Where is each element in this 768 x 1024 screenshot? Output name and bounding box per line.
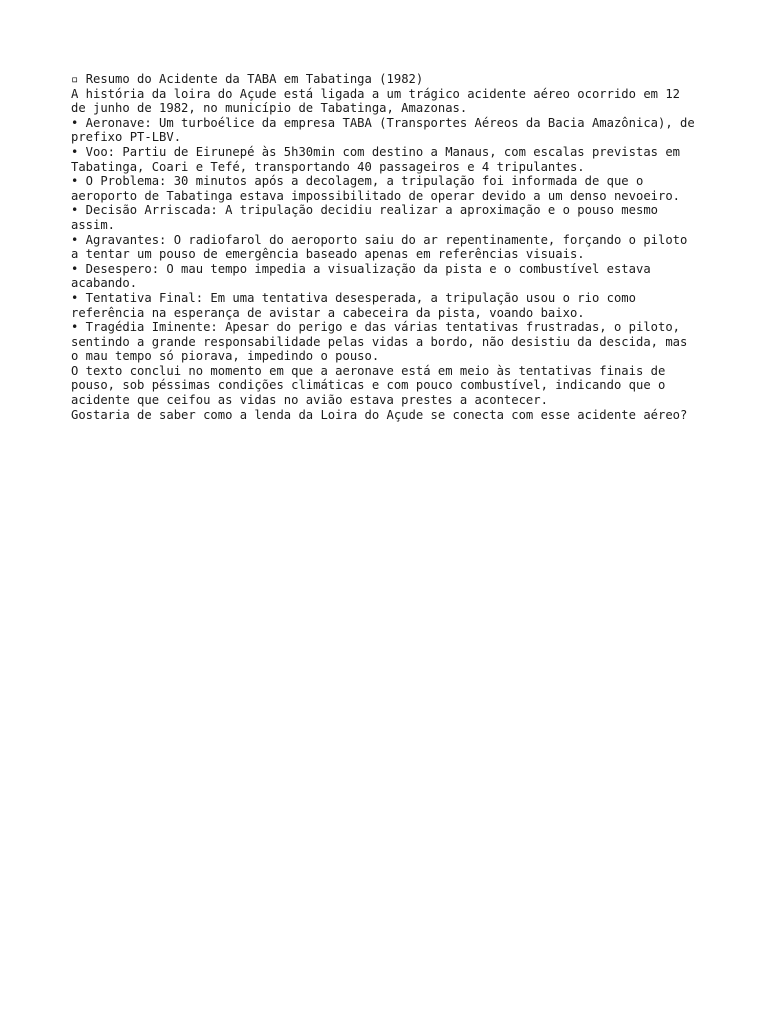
bullet-problema: • O Problema: 30 minutos após a decolagem, a tripulação foi informada de que o aeroporto de Tabatinga estava impossibilitado de operar devido a um denso nevoeiro. [71,174,681,203]
document-title [71,72,701,87]
paragraph-intro: A história da loira do Açude está ligada a um trágico acidente aéreo ocorrido em 12 de junho de 1982, no município de Tabatinga, Amazonas. [71,86,688,116]
square-bullet-icon: ▫ [71,72,79,86]
document-body [71,72,701,422]
bullet-aeronave: • Aeronave: Um turboélice da empresa TABA (Transportes Aéreos da Bacia Amazônica), de prefixo PT-LBV. [71,115,703,145]
bullet-desespero: • Desespero: O mau tempo impedia a visualização da pista e o combustível estava acabando. [71,261,659,291]
bullet-decisao: • Decisão Arriscada: A tripulação decidiu realizar a aproximação e o pouso mesmo assim. [71,203,666,232]
bullet-voo: • Voo: Partiu de Eirunepé às 5h30min com destino a Manaus, com escalas previstas em Tabatinga, Coari e Tefé, transportando 40 passageiros e 4 tripulantes. [71,144,688,174]
bullet-agravantes: • Agravantes: O radiofarol do aeroporto saiu do ar repentinamente, forçando o piloto a tentar um pouso de emergência baseado apenas em referências visuais. [71,232,695,262]
paragraph-question: Gostaria de saber como a lenda da Loira do Açude se conecta com esse acidente aéreo? [71,407,688,422]
title-text: Resumo do Acidente da TABA em Tabatinga (1982) [85,72,424,86]
paragraph-conclusion: O texto conclui no momento em que a aeronave está em meio às tentativas finais de pouso, sob péssimas condições climáticas e com pouco combustível, indicando que o acidente que ceifou as vidas no avião estava prestes a acontecer. [71,363,673,408]
bullet-tragedia: • Tragédia Iminente: Apesar do perigo e das várias tentativas frustradas, o piloto, sentindo a grande responsabilidade pelas vidas a bordo, não desistiu da descida, mas o mau tempo só piorava, impedindo o pouso. [71,320,695,364]
bullet-tentativa-final: • Tentativa Final: Em uma tentativa desesperada, a tripulação usou o rio como referência na esperança de avistar a cabeceira da pista, voando baixo. [71,290,644,320]
